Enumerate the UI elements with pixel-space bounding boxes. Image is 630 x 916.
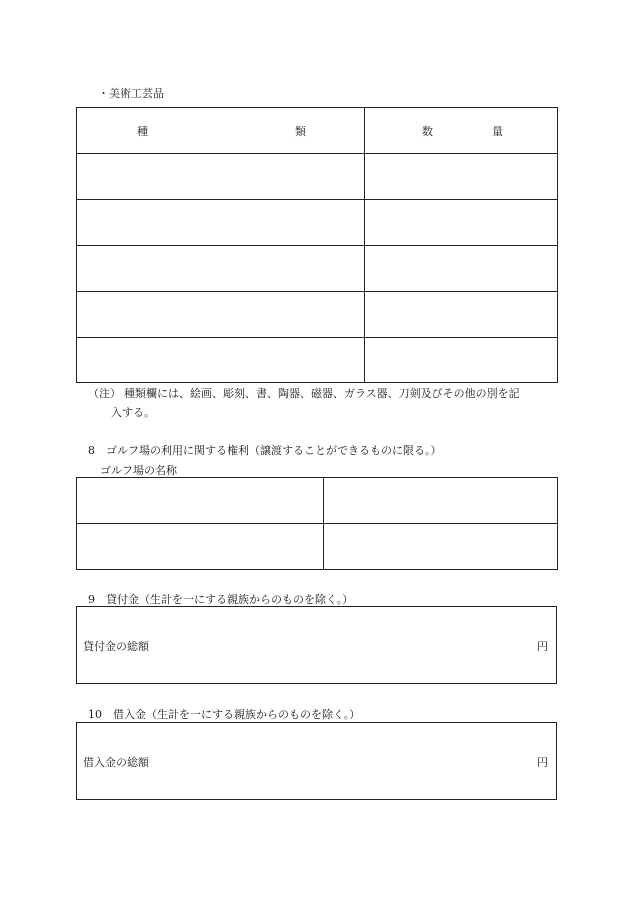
golf-name-cell[interactable] (77, 524, 324, 570)
golf-value-cell[interactable] (324, 478, 558, 524)
quantity-header (365, 108, 558, 154)
kind-header-left: 種 (137, 125, 148, 138)
kind-cell[interactable] (77, 338, 365, 383)
kind-cell[interactable] (77, 200, 365, 246)
golf-heading: 8 ゴルフ場の利用に関する権利（譲渡することができるものに限る。） (88, 444, 442, 457)
quantity-cell[interactable] (365, 246, 558, 292)
kind-cell[interactable] (77, 154, 365, 200)
table-row (77, 524, 558, 570)
loan-total-box[interactable] (76, 606, 557, 684)
table-row (77, 154, 558, 200)
golf-value-cell[interactable] (324, 524, 558, 570)
table-row (77, 338, 558, 383)
quantity-cell[interactable] (365, 154, 558, 200)
borrow-total-box[interactable] (76, 722, 557, 800)
borrow-total-label: 借入金の総額 (83, 756, 149, 769)
note-line-1: 種類欄には、絵画、彫刻、書、陶器、磁器、ガラス器、刀剣及びその他の別を記 (124, 387, 520, 400)
table-row (77, 292, 558, 338)
quantity-header-left: 数 (422, 125, 433, 138)
table-row (77, 478, 558, 524)
golf-name-cell[interactable] (77, 478, 324, 524)
borrow-heading: 10 借入金（生計を一にする親族からのものを除く。） (88, 708, 361, 721)
loan-yen-unit: 円 (537, 640, 548, 653)
art-table-header (77, 108, 558, 154)
golf-table (76, 477, 558, 570)
note-line-2: 入する。 (111, 406, 155, 419)
loan-heading: 9 貸付金（生計を一にする親族からのものを除く。） (88, 593, 354, 606)
kind-header (77, 108, 365, 154)
table-row (77, 246, 558, 292)
kind-header-right: 類 (295, 125, 306, 138)
golf-subheading: ゴルフ場の名称 (100, 464, 177, 477)
kind-cell[interactable] (77, 246, 365, 292)
table-row (77, 200, 558, 246)
art-table (76, 107, 558, 383)
kind-cell[interactable] (77, 292, 365, 338)
art-section-title: ・美術工芸品 (98, 87, 164, 100)
quantity-cell[interactable] (365, 338, 558, 383)
quantity-cell[interactable] (365, 292, 558, 338)
quantity-header-right: 量 (492, 125, 503, 138)
quantity-cell[interactable] (365, 200, 558, 246)
loan-total-label: 貸付金の総額 (83, 640, 149, 653)
note-prefix: （注） (88, 387, 121, 400)
borrow-yen-unit: 円 (537, 756, 548, 769)
